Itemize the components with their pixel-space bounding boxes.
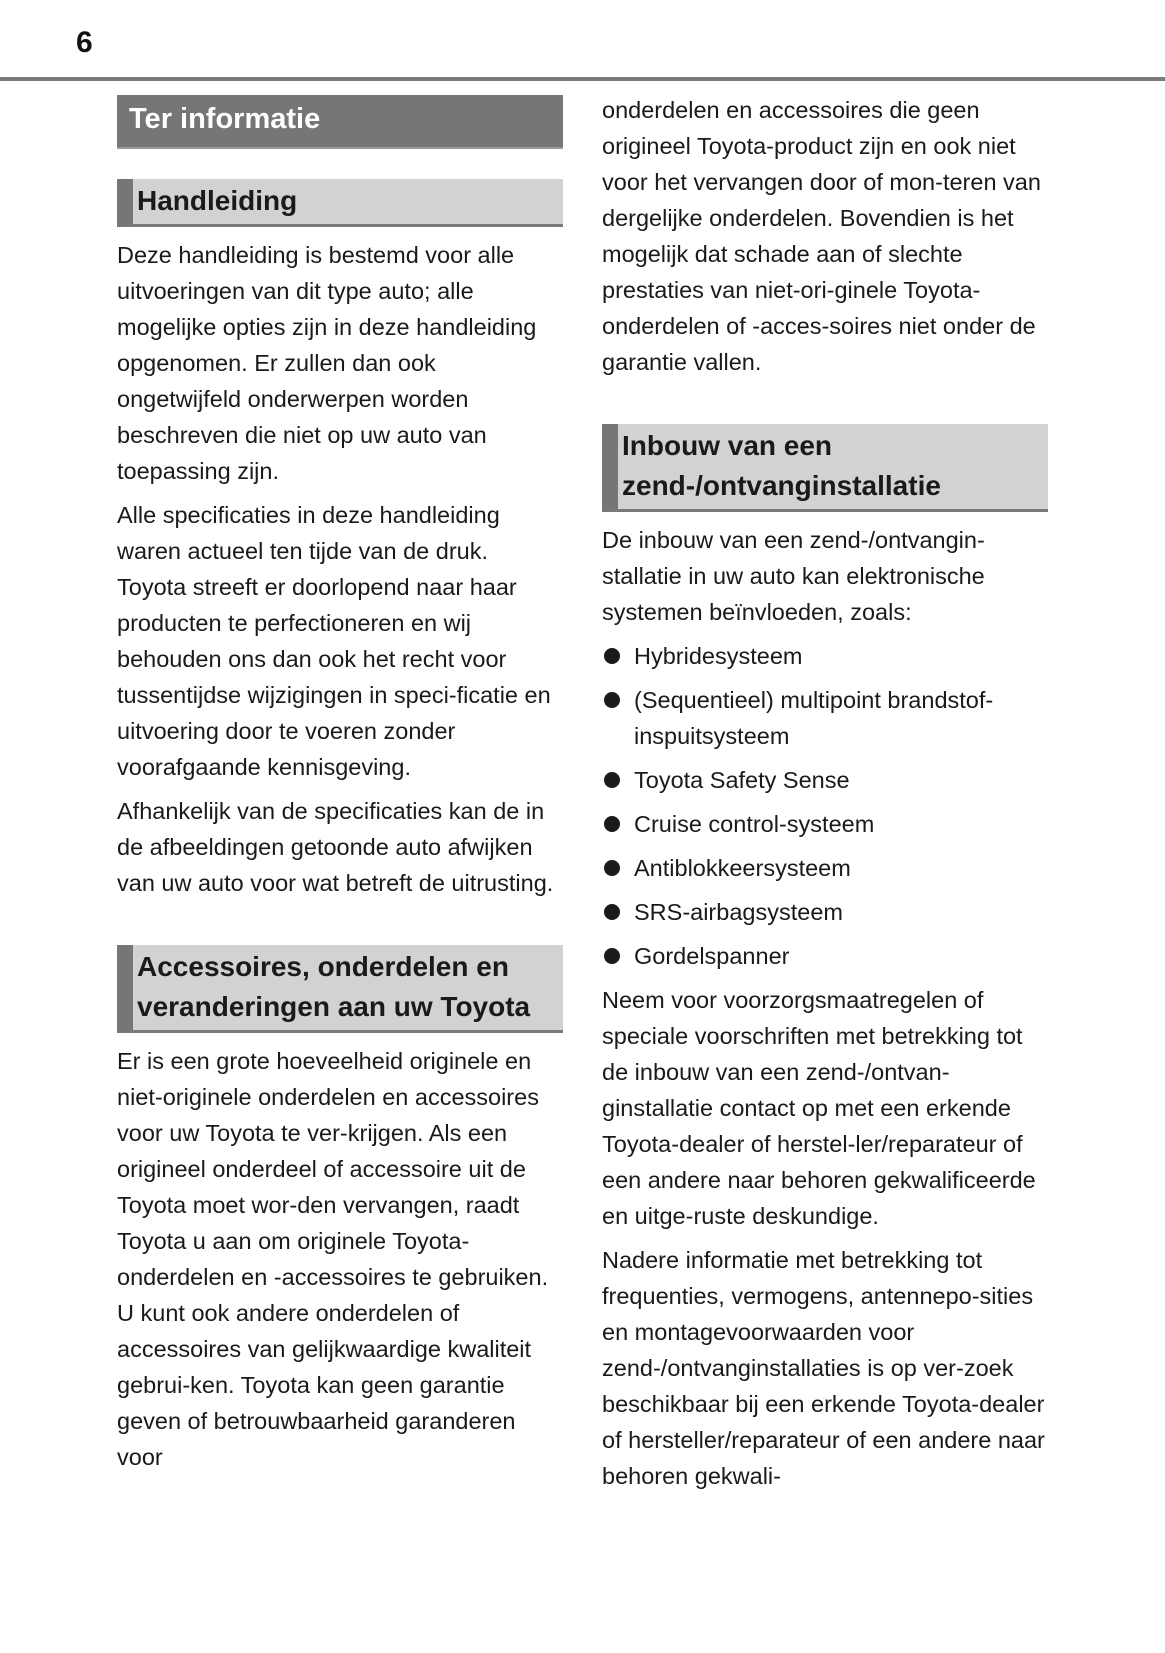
bullet-icon (604, 816, 620, 832)
systems-list (602, 638, 1048, 974)
list-item: Antiblokkeersysteem (602, 850, 1048, 886)
list-item: Cruise control-systeem (602, 806, 1048, 842)
paragraph: Deze handleiding is bestemd voor alle uitvoeringen van dit type auto; alle mogelijke opties zijn in deze handleiding opgenomen. Er zullen dan ook ongetwijfeld onderwerpen worden beschreven die niet op uw auto van toepassing zijn. (117, 242, 537, 484)
subheading-handleiding: Handleiding (117, 179, 563, 227)
page-number: 6 (76, 26, 93, 59)
paragraph: Alle specificaties in deze handleiding waren actueel ten tijde van de druk. Toyota streeft er doorlopend naar haar producten te perfectioneren en wij behouden ons dan ook het recht voor tussentijdse wijzigingen in speci-ficatie en uitvoering door te voeren zonder voorafgaande kennisgeving. (117, 502, 551, 780)
list-item: Toyota Safety Sense (602, 762, 1048, 798)
paragraph-continuation: onderdelen en accessoires die geen origineel Toyota-product zijn en ook niet voor het vervangen door of mon-teren van dergelijke onderdelen. Bovendien is het mogelijk dat schade aan of slechte prestaties van niet-ori-ginele Toyota-onderdelen of -acces-soires niet onder de garantie vallen. (602, 97, 1041, 375)
bullet-icon (604, 860, 620, 876)
subheading-inbouw: Inbouw van een zend-/ontvanginstallatie (602, 424, 1048, 512)
bullet-icon (604, 948, 620, 964)
right-column (602, 92, 1048, 1502)
section-banner: Ter informatie (117, 95, 563, 149)
left-column (117, 95, 563, 1483)
paragraph-intro: De inbouw van een zend-/ontvangin-stallatie in uw auto kan elektronische systemen beïnvloeden, zoals: (602, 527, 985, 625)
subheading-accessoires: Accessoires, onderdelen en veranderingen aan uw Toyota (117, 945, 563, 1033)
list-item: Gordelspanner (602, 938, 1048, 974)
bullet-icon (604, 692, 620, 708)
list-item: Hybridesysteem (602, 638, 1048, 674)
paragraph: Er is een grote hoeveelheid originele en niet-originele onderdelen en accessoires voor uw Toyota te ver-krijgen. Als een origineel onderdeel of accessoire uit de Toyota moet wor-den vervangen, raadt Toyota u aan om originele Toyota-onderdelen en -accessoires te gebruiken. U kunt ook andere onderdelen of accessoires van gelijkwaardige kwaliteit gebrui-ken. Toyota kan geen garantie geven of betrouwbaarheid garanderen voor (117, 1048, 549, 1470)
bullet-icon (604, 648, 620, 664)
paragraph: Neem voor voorzorgsmaatregelen of speciale voorschriften met betrekking tot de inbouw van een zend-/ontvan-ginstallatie contact op met een erkende Toyota-dealer of herstel-ler/reparateur of een andere naar behoren gekwalificeerde en uitge-ruste deskundige. (602, 987, 1036, 1229)
list-item: SRS-airbagsysteem (602, 894, 1048, 930)
bullet-icon (604, 904, 620, 920)
header-rule (0, 77, 1165, 81)
paragraph: Nadere informatie met betrekking tot frequenties, vermogens, antennepo-sities en montagevoorwaarden voor zend-/ontvanginstallaties is op ver-zoek beschikbaar bij een erkende Toyota-dealer of hersteller/reparateur of een andere naar behoren gekwali- (602, 1247, 1045, 1489)
list-item: (Sequentieel) multipoint brandstof-inspuitsysteem (602, 682, 1048, 754)
paragraph: Afhankelijk van de specificaties kan de in de afbeeldingen getoonde auto afwijken van uw auto voor wat betreft de uitrusting. (117, 798, 554, 896)
bullet-icon (604, 772, 620, 788)
